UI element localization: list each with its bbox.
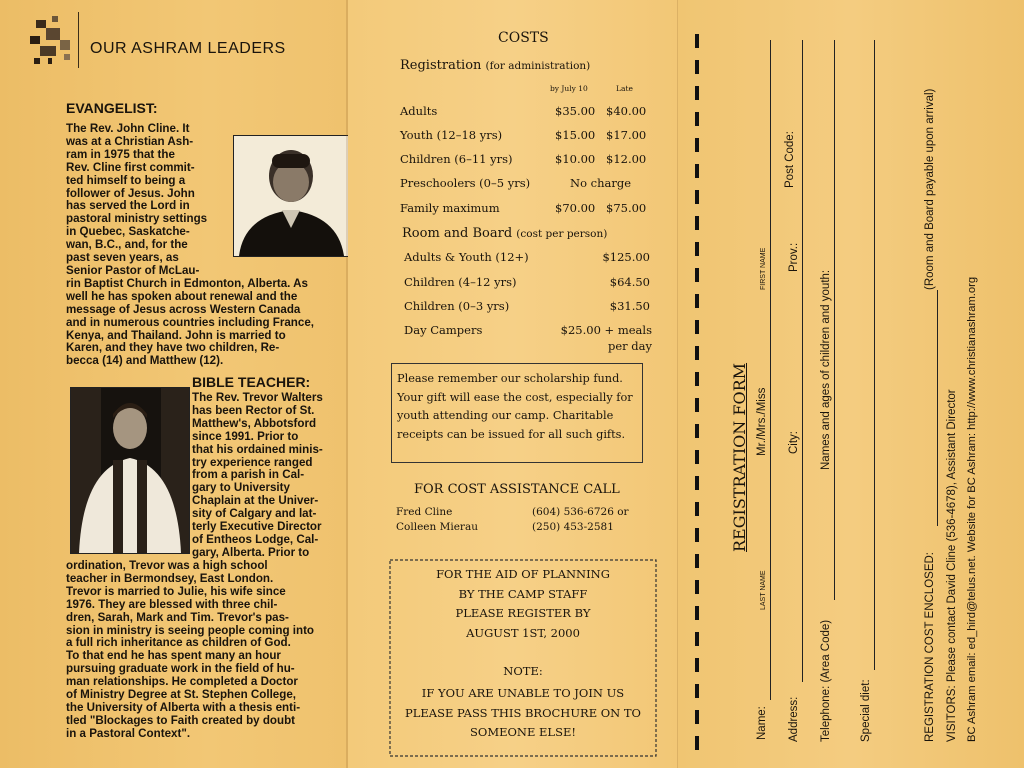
text-line: Your gift will ease the cost, especially for bbox=[397, 390, 633, 404]
tear-dash bbox=[695, 164, 699, 178]
tear-dash bbox=[695, 528, 699, 542]
text-line: man relationships. He completed a Doctor bbox=[66, 675, 298, 689]
bible-teacher-photo bbox=[70, 387, 190, 554]
text-line: PLEASE REGISTER BY bbox=[455, 606, 591, 620]
contact-phone: (604) 536-6726 or bbox=[532, 506, 629, 518]
registration-row-late: $17.00 bbox=[606, 128, 647, 142]
room-row-price: $64.50 bbox=[609, 275, 650, 289]
tear-dash bbox=[695, 450, 699, 464]
evangelist-heading: EVANGELIST: bbox=[66, 100, 158, 116]
room-row-label: Children (0–3 yrs) bbox=[404, 299, 510, 313]
text-line: dren, Sarah, Mark and Tim. Trevor's pas- bbox=[66, 610, 289, 624]
room-heading bbox=[402, 226, 607, 241]
text-line: ram in 1975 that the bbox=[66, 147, 175, 161]
name-label: Name: bbox=[756, 706, 768, 740]
text-line: sion in ministry is seeing people coming into bbox=[66, 623, 315, 637]
text-line: youth attending our camp. Charitable bbox=[397, 409, 614, 422]
tear-dash bbox=[695, 684, 699, 698]
ashram-logo-icon bbox=[26, 14, 76, 68]
text-line: in Quebec, Saskatche- bbox=[66, 225, 190, 239]
cost-enclosed-label: REGISTRATION COST ENCLOSED: bbox=[924, 552, 936, 742]
text-line: message of Jesus across Western Canada bbox=[66, 302, 301, 316]
costs-panel bbox=[348, 0, 678, 768]
text-line: To that end he has spent many an hour bbox=[66, 649, 281, 663]
mr-mrs-miss-label: Mr./Mrs./Miss bbox=[756, 387, 768, 456]
room-heading-text: Room and Board bbox=[402, 226, 513, 241]
tear-dash bbox=[695, 320, 699, 334]
address-field[interactable] bbox=[802, 40, 803, 682]
room-note: (cost per person) bbox=[516, 228, 608, 240]
text-line: Matthew's, Abbotsford bbox=[192, 416, 317, 430]
text-line: from a parish in Cal- bbox=[192, 468, 305, 482]
registration-row-july: $70.00 bbox=[555, 201, 596, 215]
text-line: gary to University bbox=[192, 481, 290, 495]
room-payable-note: (Room and Board payable upon arrival) bbox=[924, 88, 936, 290]
telephone-label: Telephone: (Area Code) bbox=[820, 619, 832, 742]
text-line: wan, B.C., and, for the bbox=[66, 238, 188, 252]
text-line: that his ordained minis- bbox=[192, 442, 323, 456]
text-line: has served the Lord in bbox=[66, 199, 190, 213]
tear-dash bbox=[695, 372, 699, 386]
tear-dash bbox=[695, 502, 699, 516]
text-line: ted himself to being a bbox=[66, 173, 186, 187]
visitors-note: VISITORS: Please contact David Cline (536-4678), Assistant Director bbox=[946, 389, 958, 742]
tear-dash bbox=[695, 710, 699, 724]
first-name-caption: FIRST NAME bbox=[760, 247, 767, 290]
special-diet-field[interactable] bbox=[874, 40, 875, 670]
last-name-caption: LAST NAME bbox=[760, 570, 767, 610]
text-line: 1976. They are blessed with three chil- bbox=[66, 597, 278, 611]
text-line: past seven years, as bbox=[66, 251, 179, 265]
text-line: since 1991. Prior to bbox=[192, 429, 299, 443]
registration-heading bbox=[400, 58, 590, 73]
room-row-price: $25.00 + meals bbox=[560, 323, 652, 337]
text-line: Chaplain at the Univer- bbox=[192, 494, 319, 508]
text-line: teacher in Bermondsey, East London. bbox=[66, 571, 274, 585]
registration-row-label: Youth (12–18 yrs) bbox=[400, 128, 503, 142]
room-row-label: Children (4–12 yrs) bbox=[404, 275, 517, 289]
tear-dash bbox=[695, 60, 699, 74]
bible-teacher-heading: BIBLE TEACHER: bbox=[192, 374, 311, 390]
room-row-price-suffix: per day bbox=[607, 339, 652, 353]
scholarship-box bbox=[391, 363, 643, 463]
registration-form-title: REGISTRATION FORM bbox=[730, 362, 749, 552]
room-row-label: Day Campers bbox=[404, 323, 483, 337]
tear-dash bbox=[695, 606, 699, 620]
registration-row-july: $10.00 bbox=[555, 152, 596, 166]
text-line: and in numerous countries including France, bbox=[66, 315, 315, 329]
postal-code-label: Post Code: bbox=[784, 131, 796, 188]
text-line: well he has spoken about renewal and the bbox=[66, 289, 298, 303]
tear-dash bbox=[695, 86, 699, 100]
text-line: BY THE CAMP STAFF bbox=[458, 586, 588, 601]
tear-dash bbox=[695, 242, 699, 256]
tear-dash bbox=[695, 476, 699, 490]
registration-row-july: $35.00 bbox=[555, 104, 596, 118]
tear-dash bbox=[695, 658, 699, 672]
leaders-heading: OUR ASHRAM LEADERS bbox=[90, 40, 286, 57]
tear-dash bbox=[695, 580, 699, 594]
text-line: follower of Jesus. John bbox=[66, 186, 195, 200]
contact-phone: (250) 453-2581 bbox=[532, 521, 614, 533]
col-july-header: by July 10 bbox=[550, 84, 588, 93]
room-row-price: $31.50 bbox=[609, 299, 650, 313]
text-line: The Rev. Trevor Walters bbox=[192, 391, 323, 404]
leaders-panel bbox=[0, 0, 348, 768]
children-label: Names and ages of children and youth: bbox=[820, 269, 832, 470]
name-field[interactable] bbox=[770, 40, 771, 700]
city-label: City: bbox=[788, 431, 800, 454]
contact-name: Fred Cline bbox=[396, 506, 453, 518]
text-line: the University of Alberta with a thesis enti- bbox=[66, 700, 301, 714]
text-line: rin Baptist Church in Edmonton, Alberta. As bbox=[66, 276, 308, 290]
tear-dash bbox=[695, 112, 699, 126]
registration-row-late: $75.00 bbox=[606, 201, 647, 215]
text-line: try experience ranged bbox=[192, 455, 313, 469]
contact-name: Colleen Mierau bbox=[396, 521, 478, 533]
text-line: Trevor is married to Julie, his wife since bbox=[66, 584, 286, 598]
registration-row-label: Preschoolers (0–5 yrs) bbox=[400, 176, 531, 190]
tear-dash bbox=[695, 346, 699, 360]
text-line: Please remember our scholarship fund. bbox=[397, 372, 623, 385]
text-line: pursuing graduate work in the field of hu- bbox=[66, 662, 295, 676]
text-line: of Entheos Lodge, Cal- bbox=[192, 532, 319, 546]
text-line: terly Executive Director bbox=[192, 520, 322, 534]
text-line: FOR THE AID OF PLANNING bbox=[436, 567, 610, 581]
text-line: Kenya, and Thailand. John is married to bbox=[66, 328, 286, 342]
text-line: gary, Alberta. Prior to bbox=[192, 545, 310, 559]
text-line: sity of Calgary and lat- bbox=[192, 507, 317, 521]
text-line: ordination, Trevor was a high school bbox=[66, 559, 268, 572]
text-line: a full rich inheritance as children of God. bbox=[66, 636, 291, 650]
text-line: SOMEONE ELSE! bbox=[470, 725, 576, 739]
registration-row-july: $15.00 bbox=[555, 128, 596, 142]
tear-dash bbox=[695, 632, 699, 646]
text-line: The Rev. John Cline. It bbox=[66, 122, 190, 135]
note-heading: NOTE: bbox=[503, 664, 543, 678]
text-line: pastoral ministry settings bbox=[66, 212, 208, 226]
text-line: of Ministry Degree at St. Stephen College, bbox=[66, 688, 296, 702]
registration-note: (for administration) bbox=[485, 60, 591, 72]
text-line: Rev. Cline first commit- bbox=[66, 160, 195, 174]
bible-teacher-bio bbox=[66, 560, 314, 741]
registration-row-label: Adults bbox=[400, 104, 438, 118]
room-row-label: Adults & Youth (12+) bbox=[404, 250, 529, 264]
tear-dash bbox=[695, 268, 699, 282]
special-diet-label: Special diet: bbox=[860, 679, 872, 742]
text-line: was at a Christian Ash- bbox=[66, 134, 194, 148]
logo-divider bbox=[78, 12, 79, 68]
text-line: tled "Blockages to Faith created by doubt bbox=[66, 713, 296, 727]
registration-row-label: Children (6–11 yrs) bbox=[400, 152, 513, 166]
planning-note bbox=[386, 565, 660, 643]
col-late-header: Late bbox=[616, 84, 633, 93]
cost-assistance-heading: FOR COST ASSISTANCE CALL bbox=[414, 482, 620, 497]
text-line: in a Pastoral Context". bbox=[66, 726, 191, 740]
tear-dash bbox=[695, 424, 699, 438]
costs-title: COSTS bbox=[498, 30, 549, 46]
text-line: Karen, and they have two children, Re- bbox=[66, 341, 280, 355]
tear-dash bbox=[695, 138, 699, 152]
registration-heading-text: Registration bbox=[400, 58, 482, 73]
registration-row-july: No charge bbox=[570, 176, 632, 190]
text-line: AUGUST 1ST, 2000 bbox=[466, 625, 580, 640]
text-line: PLEASE PASS THIS BROCHURE ON TO bbox=[405, 705, 641, 720]
tear-dash bbox=[695, 294, 699, 308]
note-body bbox=[386, 684, 660, 743]
text-line: becca (14) and Matthew (12). bbox=[66, 354, 224, 368]
prov-label: Prov.: bbox=[788, 242, 800, 272]
registration-row-late: $12.00 bbox=[606, 152, 647, 166]
tear-dash bbox=[695, 190, 699, 204]
tear-dash bbox=[695, 554, 699, 568]
tear-dash bbox=[695, 216, 699, 230]
registration-row-label: Family maximum bbox=[400, 201, 500, 215]
bible-teacher-bio-side bbox=[192, 392, 323, 560]
bc-ashram-contact: BC Ashram email: ed_hird@telus.net. Website for BC Ashram: http://www.christianashram.org bbox=[966, 276, 978, 742]
tear-dash bbox=[695, 736, 699, 750]
address-label: Address: bbox=[788, 696, 800, 742]
cost-enclosed-field[interactable] bbox=[937, 290, 938, 526]
tear-dash bbox=[695, 34, 699, 48]
text-line: Senior Pastor of McLau- bbox=[66, 263, 200, 277]
room-row-price: $125.00 bbox=[602, 250, 650, 264]
evangelist-photo bbox=[233, 135, 350, 257]
text-line: receipts can be issued for all such gifts. bbox=[397, 427, 626, 441]
tear-dash bbox=[695, 398, 699, 412]
text-line: has been Rector of St. bbox=[192, 403, 315, 417]
telephone-field[interactable] bbox=[834, 40, 835, 600]
text-line: IF YOU ARE UNABLE TO JOIN US bbox=[421, 686, 625, 700]
registration-row-late: $40.00 bbox=[606, 104, 647, 118]
